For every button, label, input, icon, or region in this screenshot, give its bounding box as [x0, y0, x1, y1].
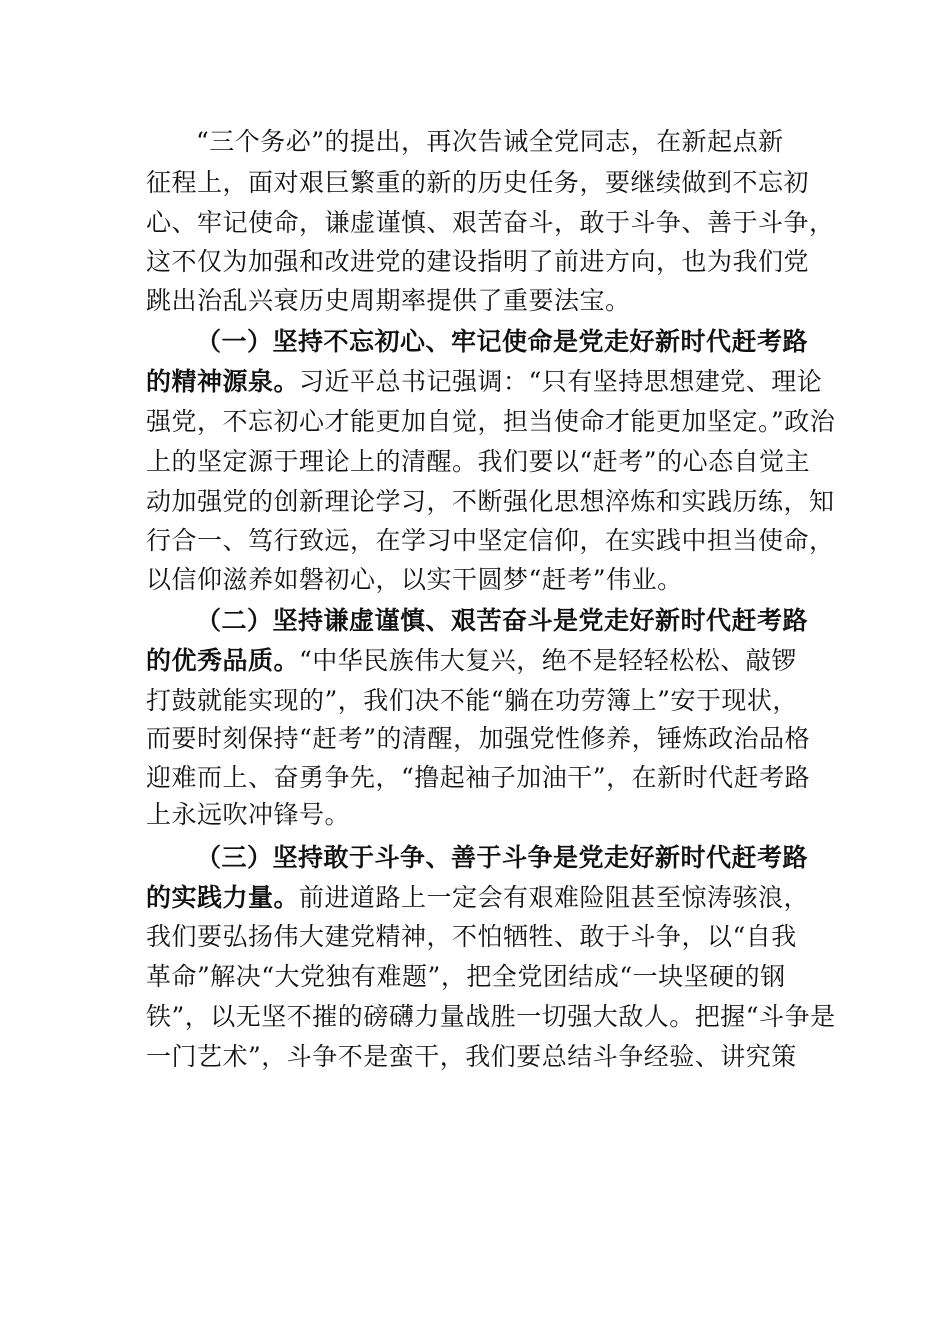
paragraph-1-line-5: 跳出治乱兴衰历史周期率提供了重要法宝。	[146, 286, 631, 315]
section-1-text-start: 习近平总书记强调：“只有坚持思想建党、理论	[299, 367, 823, 396]
section-2-line-4: 而要时刻保持“赶考”的清醒，加强党性修养，锤炼政治品格	[146, 724, 811, 753]
section-3-heading: （三）坚持敢于斗争、善于斗争是党走好新时代赶考路	[196, 843, 809, 872]
section-2-line-5: 迎难而上、奋勇争先，“撸起袖子加油干”，在新时代赶考路	[146, 763, 811, 792]
section-3-line-5: 铁”，以无坚不摧的磅礴力量战胜一切强大敌人。把握“斗争是	[146, 1002, 836, 1031]
section-3-line-6: 一门艺术”，斗争不是蛮干，我们要总结斗争经验、讲究策	[146, 1042, 797, 1071]
section-1-line-4: 上的坚定源于理论上的清醒。我们要以“赶考”的心态自觉主	[146, 447, 811, 476]
section-3-line-2	[146, 880, 809, 916]
section-3-line-4: 革命”解决“大党独有难题”，把全党团结成“一块坚硬的钢	[146, 962, 786, 991]
section-1-line-3: 强党，不忘初心才能更加自觉，担当使命才能更加坚定。”政治	[146, 407, 836, 436]
section-2-heading-end: 的优秀品质。	[146, 646, 300, 675]
section-3-line-3: 我们要弘扬伟大建党精神，不怕牺牲、敢于斗争，以“自我	[146, 922, 797, 951]
section-2-line-3: 打鼓就能实现的”，我们决不能“躺在功劳簿上”安于现状，	[146, 686, 798, 715]
section-1-heading-end: 的精神源泉。	[146, 367, 300, 396]
paragraph-1-line-4: 这不仅为加强和改进党的建设指明了前进方向，也为我们党	[146, 247, 810, 276]
paragraph-1-line-1: “三个务必”的提出，再次告诫全党同志，在新起点新	[196, 127, 784, 156]
section-1-heading: （一）坚持不忘初心、牢记使命是党走好新时代赶考路	[196, 327, 809, 356]
section-2-heading: （二）坚持谦虚谨慎、艰苦奋斗是党走好新时代赶考路	[196, 606, 809, 635]
section-2-line-2	[146, 643, 797, 679]
section-1-line-7: 以信仰滋养如磐初心，以实干圆梦“赶考”伟业。	[146, 565, 683, 594]
section-1-line-5: 动加强党的创新理论学习，不断强化思想淬炼和实践历练，知	[146, 487, 835, 516]
paragraph-1-line-2: 征程上，面对艰巨繁重的新的历史任务，要继续做到不忘初	[146, 168, 810, 197]
section-3-text-start: 前进道路上一定会有艰难险阻甚至惊涛骇浪，	[299, 883, 810, 912]
section-2-text-start: “中华民族伟大复兴，绝不是轻轻松松、敲锣	[299, 646, 797, 675]
section-2-line-6: 上永远吹冲锋号。	[146, 800, 351, 829]
section-3-heading-end: 的实践力量。	[146, 883, 300, 912]
paragraph-1-line-3: 心、牢记使命，谦虚谨慎、艰苦奋斗，敢于斗争、善于斗争，	[146, 208, 835, 237]
section-1-line-6: 行合一、笃行致远，在学习中坚定信仰，在实践中担当使命，	[146, 526, 835, 555]
section-1-line-2	[146, 364, 822, 400]
